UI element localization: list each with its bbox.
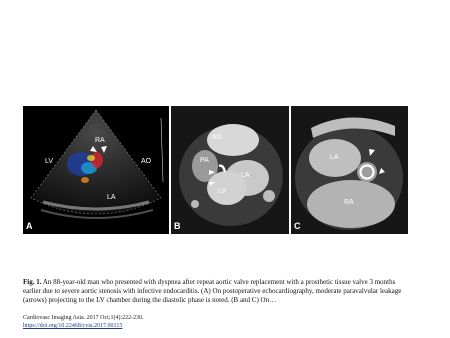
label-ao: AO [212,134,223,141]
label-ra: RA [95,137,105,144]
ct-image [171,106,289,234]
label-lv: LV [218,188,227,195]
figure-panel-a [23,106,169,234]
doi-link[interactable]: https://doi.org/10.22468/cvia.2017.00115 [23,323,123,329]
figure-panel-c [291,106,408,234]
journal-reference: Cardiovasc Imaging Asia. 2017 Oct;1(4):222-230. [23,315,144,321]
label-ra: RA [344,199,354,206]
label-lv: LV [45,158,54,165]
citation [23,314,411,330]
figure-panel-b [171,106,289,234]
label-la: LA [241,172,250,179]
echocardiogram-image [23,106,169,234]
panel-letter-c: C [294,221,301,231]
label-la: LA [107,194,116,201]
ct-image [291,106,408,234]
label-ao: AO [141,158,152,165]
figure-caption [23,278,411,305]
caption-text: An 88-year-old man who presented with dyspnea after repeat aortic valve replacement with a prosthetic tissue valve 3 months earlier due to severe aortic stenosis with infective endocarditis. (A) On postoperative echocardiography, moderate paravalvular leakage (arrows) projecting to the LV chamber during the diastolic phase is noted. (B and C) On… [23,278,402,304]
caption-label: Fig. 1. [23,278,42,286]
panel-letter-b: B [174,221,181,231]
panel-letter-a: A [26,221,33,231]
label-la: LA [330,154,339,161]
label-pa: PA [200,157,209,164]
